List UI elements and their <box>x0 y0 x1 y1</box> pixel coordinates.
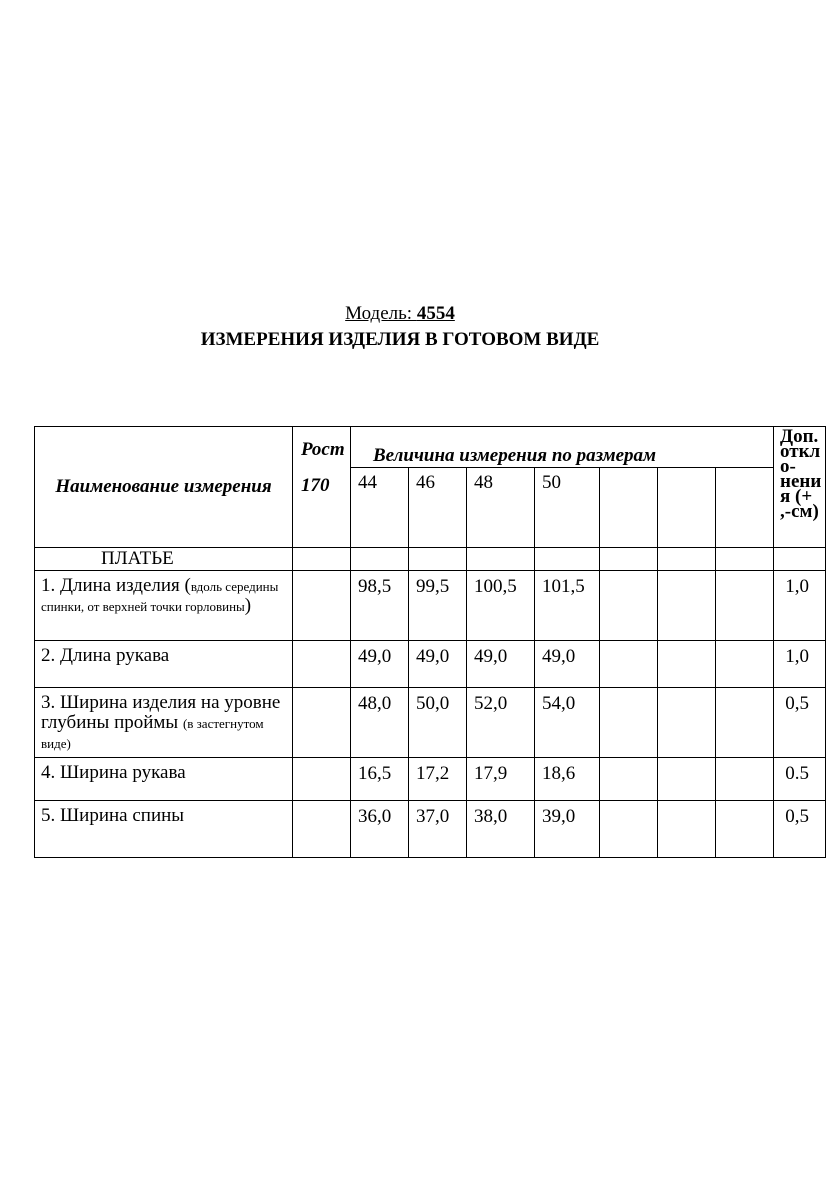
value-cell: 49,0 <box>409 641 467 688</box>
value-cell: 16,5 <box>351 758 409 801</box>
table-row <box>35 801 826 858</box>
tolerance-cell: 0,5 <box>774 688 826 758</box>
size-cell: 48 <box>467 468 535 548</box>
tolerance-cell: 1,0 <box>774 641 826 688</box>
tolerance-cell: 0,5 <box>774 801 826 858</box>
value-cell: 50,0 <box>409 688 467 758</box>
value-cell: 49,0 <box>351 641 409 688</box>
column-header-sizes: Величина измерения по размерам <box>351 427 774 468</box>
size-cell <box>658 468 716 548</box>
table-row <box>35 641 826 688</box>
value-cell: 49,0 <box>535 641 600 688</box>
size-cell: 50 <box>535 468 600 548</box>
table-row <box>35 571 826 641</box>
value-cell: 101,5 <box>535 571 600 641</box>
section-row <box>35 548 826 571</box>
value-cell: 49,0 <box>467 641 535 688</box>
tolerance-cell: 1,0 <box>774 571 826 641</box>
value-cell: 17,2 <box>409 758 467 801</box>
value-cell: 54,0 <box>535 688 600 758</box>
value-cell: 48,0 <box>351 688 409 758</box>
measurement-name: 4. Ширина рукава <box>35 758 293 801</box>
measurements-table <box>34 426 826 858</box>
size-cell: 44 <box>351 468 409 548</box>
table-row <box>35 758 826 801</box>
value-cell: 38,0 <box>467 801 535 858</box>
column-header-name: Наименование измерения <box>35 427 293 548</box>
column-header-height <box>293 427 351 548</box>
header-row <box>35 427 826 468</box>
value-cell: 52,0 <box>467 688 535 758</box>
model-number: 4554 <box>416 303 455 324</box>
tolerance-cell: 0.5 <box>774 758 826 801</box>
measurement-name: 5. Ширина спины <box>35 801 293 858</box>
value-cell: 36,0 <box>351 801 409 858</box>
model-line <box>0 303 800 325</box>
document-title: ИЗМЕРЕНИЯ ИЗДЕЛИЯ В ГОТОВОМ ВИДЕ <box>200 329 600 350</box>
height-value: 170 <box>301 475 330 496</box>
value-cell: 99,5 <box>409 571 467 641</box>
value-cell: 98,5 <box>351 571 409 641</box>
value-cell: 39,0 <box>535 801 600 858</box>
model-label: Модель: <box>345 303 417 324</box>
column-header-tolerance: Доп. откл о- нени я (+ ,-см) <box>774 427 826 548</box>
value-cell: 18,6 <box>535 758 600 801</box>
height-label: Рост <box>301 439 345 460</box>
size-cell: 46 <box>409 468 467 548</box>
size-cell <box>716 468 774 548</box>
table-row <box>35 688 826 758</box>
value-cell: 17,9 <box>467 758 535 801</box>
measurement-name: 2. Длина рукава <box>35 641 293 688</box>
value-cell: 37,0 <box>409 801 467 858</box>
measurement-name: 3. Ширина изделия на уровне глубины проймы (в застегнутом виде) <box>35 688 293 758</box>
measurement-name: 1. Длина изделия (вдоль середины спинки, от верхней точки горловины) <box>35 571 293 641</box>
value-cell: 100,5 <box>467 571 535 641</box>
size-cell <box>600 468 658 548</box>
section-title: ПЛАТЬЕ <box>35 548 293 571</box>
